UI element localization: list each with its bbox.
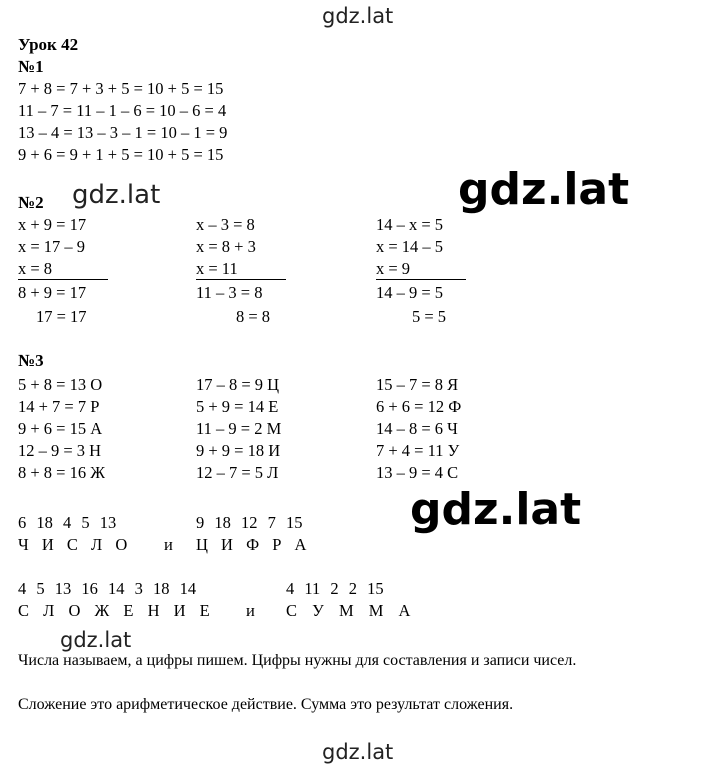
code-numbers: 6 18 4 5 13 <box>18 513 117 532</box>
example: 14 – 8 = 6 Ч <box>376 419 458 438</box>
divider <box>376 279 466 280</box>
code-numbers: 9 18 12 7 15 <box>196 513 303 532</box>
check-result: 17 = 17 <box>36 307 87 326</box>
example: 6 + 6 = 12 Ф <box>376 397 462 416</box>
example: 8 + 8 = 16 Ж <box>18 463 106 482</box>
example: 5 + 8 = 13 О <box>18 375 103 394</box>
equation: x = 8 <box>18 259 53 278</box>
explanation-paragraph: Сложение это арифметическое действие. Сумма это результат сложения. <box>18 696 514 713</box>
example: 12 – 7 = 5 Л <box>196 463 279 482</box>
decoded-word: Ч И С Л О <box>18 535 128 554</box>
example: 12 – 9 = 3 Н <box>18 441 102 460</box>
task1-line: 9 + 6 = 9 + 1 + 5 = 10 + 5 = 15 <box>18 145 224 164</box>
example: 13 – 9 = 4 С <box>376 463 459 482</box>
conjunction: и <box>164 535 173 554</box>
equation: x = 8 + 3 <box>196 237 256 256</box>
explanation-paragraph: Числа называем, а цифры пишем. Цифры нужны для составления и записи чисел. <box>18 652 577 669</box>
task2-label: №2 <box>18 193 44 212</box>
example: 11 – 9 = 2 М <box>196 419 282 438</box>
check-result: 5 = 5 <box>412 307 447 326</box>
check: 8 + 9 = 17 <box>18 283 87 302</box>
equation: x = 9 <box>376 259 411 278</box>
watermark: gdz.lat <box>458 164 630 215</box>
divider <box>18 279 108 280</box>
task1-line: 7 + 8 = 7 + 3 + 5 = 10 + 5 = 15 <box>18 79 224 98</box>
equation: x – 3 = 8 <box>196 215 255 234</box>
equation: x + 9 = 17 <box>18 215 87 234</box>
task1-label: №1 <box>18 57 44 76</box>
equation: x = 11 <box>196 259 238 278</box>
example: 15 – 7 = 8 Я <box>376 375 459 394</box>
check: 11 – 3 = 8 <box>196 283 263 302</box>
task1-line: 13 – 4 = 13 – 3 – 1 = 10 – 1 = 9 <box>18 123 228 142</box>
example: 14 + 7 = 7 Р <box>18 397 100 416</box>
decoded-word: С У М М А <box>286 601 411 620</box>
example: 7 + 4 = 11 У <box>376 441 460 460</box>
decoded-word: С Л О Ж Е Н И Е <box>18 601 210 620</box>
lesson-title: Урок 42 <box>18 35 79 54</box>
divider <box>196 279 286 280</box>
task3-label: №3 <box>18 351 44 370</box>
watermark: gdz.lat <box>322 4 394 28</box>
decoded-word: Ц И Ф Р А <box>196 535 307 554</box>
code-numbers: 4 11 2 2 15 <box>286 579 384 598</box>
example: 9 + 6 = 15 А <box>18 419 103 438</box>
equation: 14 – x = 5 <box>376 215 444 234</box>
conjunction: и <box>246 601 255 620</box>
watermark: gdz.lat <box>72 180 161 210</box>
equation: x = 14 – 5 <box>376 237 444 256</box>
check-result: 8 = 8 <box>236 307 271 326</box>
example: 17 – 8 = 9 Ц <box>196 375 280 394</box>
example: 9 + 9 = 18 И <box>196 441 281 460</box>
watermark: gdz.lat <box>60 628 132 652</box>
equation: x = 17 – 9 <box>18 237 86 256</box>
task1-line: 11 – 7 = 11 – 1 – 6 = 10 – 6 = 4 <box>18 101 227 120</box>
code-numbers: 4 5 13 16 14 3 18 14 <box>18 579 197 598</box>
example: 5 + 9 = 14 Е <box>196 397 279 416</box>
watermark: gdz.lat <box>410 484 582 535</box>
watermark: gdz.lat <box>322 740 394 764</box>
check: 14 – 9 = 5 <box>376 283 444 302</box>
